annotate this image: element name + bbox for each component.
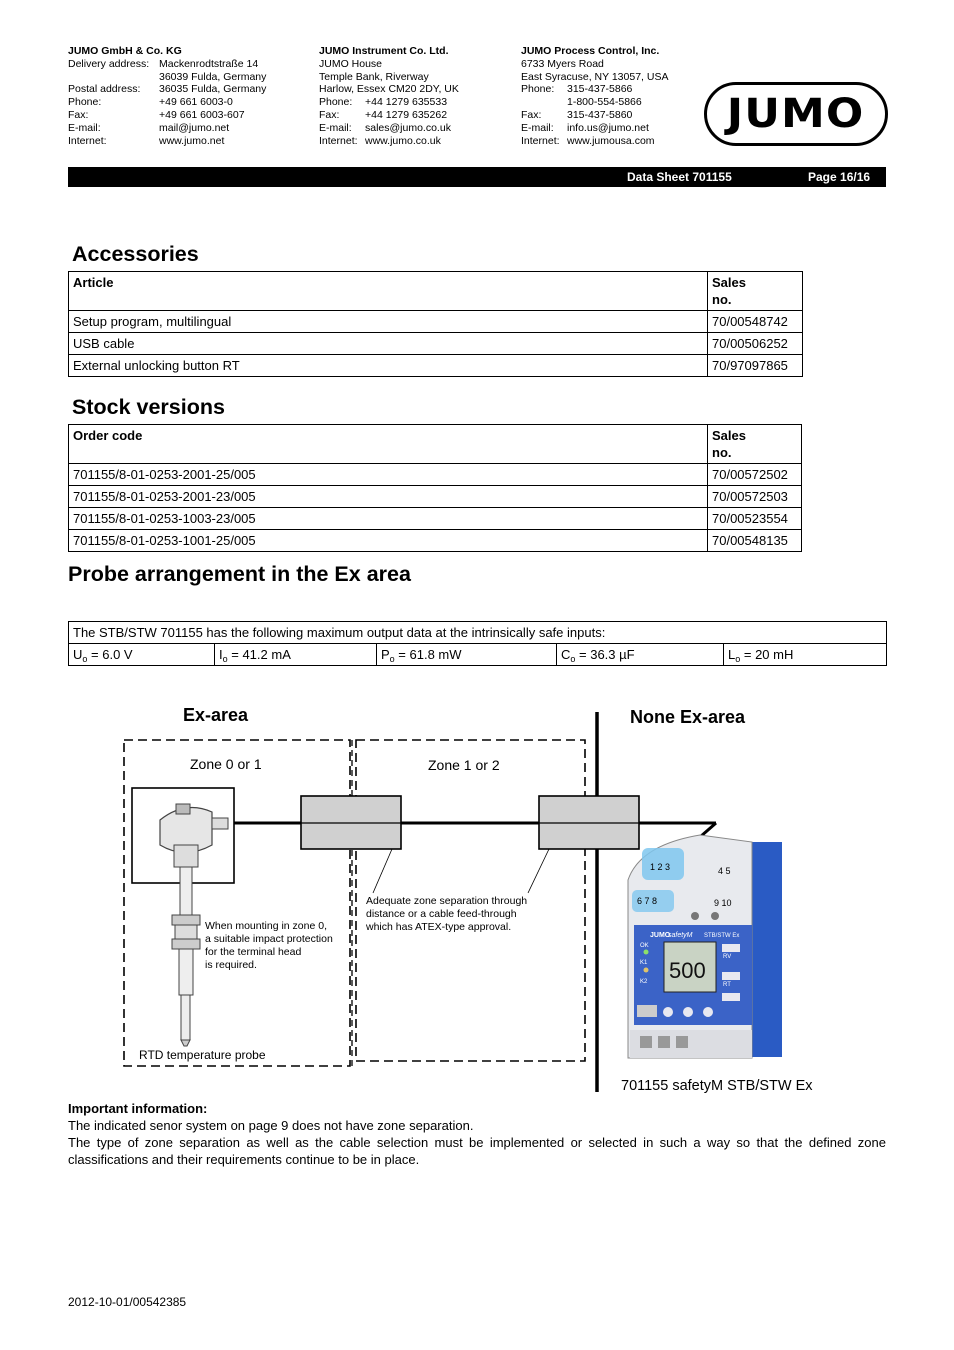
output-data-table [68, 621, 887, 666]
stock-table [68, 424, 802, 552]
important-heading: Important information: [68, 1101, 208, 1116]
zone-a-label: Zone 0 or 1 [190, 756, 262, 772]
addr-value: Mackenrodtstraße 14 [159, 57, 259, 70]
fax-value: +44 1279 635262 [365, 108, 448, 121]
stock-title: Stock versions [72, 395, 225, 419]
table-row [69, 644, 887, 666]
company-name: JUMO Process Control, Inc. [521, 45, 660, 57]
phone-value: +44 1279 635533 [365, 96, 448, 109]
svg-text:safetyM: safetyM [668, 932, 693, 939]
accessories-table [68, 271, 803, 377]
callout-line [373, 849, 392, 893]
addr-value: Harlow, Essex CM20 2DY, UK [319, 83, 459, 96]
company-jumo-usa [521, 45, 668, 147]
internet-label: Internet: [319, 134, 358, 147]
email-value: sales@jumo.co.uk [365, 121, 451, 134]
footer-doc-id: 2012-10-01/00542385 [68, 1295, 187, 1309]
param-lo: $L_o = 20$ mH [724, 644, 887, 666]
device-label: 701155 safetyM STB/STW Ex [621, 1078, 813, 1094]
table-row: 701155/8-01-0253-1001-25/005 70/00548135 [69, 530, 802, 552]
table-row: USB cable 70/00506252 [69, 333, 803, 355]
page-number: Page 16/16 [808, 170, 871, 184]
internet-label: Internet: [521, 134, 560, 147]
col-order-code: Order code [69, 425, 708, 464]
table-row: 701155/8-01-0253-2001-25/005 70/00572502 [69, 464, 802, 486]
addr-label: Delivery address: [68, 57, 150, 70]
probe-label: RTD temperature probe [139, 1048, 266, 1062]
ex-area-diagram [0, 695, 954, 1100]
svg-text:6 7 8: 6 7 8 [637, 896, 658, 906]
param-io: $I_o = 41.2$ mA [215, 644, 377, 666]
svg-text:1 2 3: 1 2 3 [650, 862, 671, 872]
param-co: $C_o = 36.3$ µF [557, 644, 724, 666]
company-name: JUMO GmbH & Co. KG [68, 45, 182, 57]
param-uo: $U_o = 6.0$ V [69, 644, 215, 666]
addr-label: Postal address: [68, 83, 141, 96]
important-information [68, 1100, 886, 1168]
probe-title: Probe arrangement in the Ex area [68, 562, 411, 586]
table-row [69, 622, 887, 644]
table-row: 701155/8-01-0253-2001-23/005 70/00572503 [69, 486, 802, 508]
device-701155-icon [628, 835, 782, 1058]
email-value: mail@jumo.net [159, 121, 230, 134]
accessories-title: Accessories [72, 242, 199, 266]
svg-text:STB/STW Ex: STB/STW Ex [704, 933, 740, 939]
col-sales-no: Sales no. [708, 272, 803, 311]
separation-note: Adequate zone separation through distance or a cable feed-through which has ATEX-type approval. [366, 895, 528, 933]
output-intro: The STB/STW 701155 has the following maximum output data at the intrinsically safe inputs: [69, 622, 887, 644]
addr-value: East Syracuse, NY 13057, USA [521, 70, 669, 83]
company-jumo-uk [319, 45, 459, 147]
fax-label: Fax: [521, 108, 542, 121]
phone-value: 1-800-554-5866 [567, 96, 642, 109]
important-line: The indicated senor system on page 9 does not have zone separation. [68, 1118, 474, 1133]
table-row: Setup program, multilingual 70/00548742 [69, 311, 803, 333]
phone-value: +49 661 6003-0 [159, 96, 233, 109]
fax-value: +49 661 6003-607 [159, 108, 245, 121]
important-line: The type of zone separation as well as the cable selection must be implemented or selected in such a way so that the defined zone classifications and their requirements continue to be in place. [68, 1135, 886, 1167]
phone-label: Phone: [68, 96, 102, 109]
col-article: Article [69, 272, 708, 311]
internet-label: Internet: [68, 134, 107, 147]
svg-text:OK K1 K2 RV: OK K1 K2 RV RT [640, 943, 732, 988]
svg-text:500: 500 [669, 958, 706, 983]
phone-value: 315-437-5866 [567, 83, 633, 96]
email-label: E-mail: [521, 121, 554, 134]
company-name: JUMO Instrument Co. Ltd. [319, 45, 449, 57]
addr-value: 6733 Myers Road [521, 57, 604, 70]
fax-value: 315-437-5860 [567, 108, 633, 121]
addr-value: 36035 Fulda, Germany [159, 83, 267, 96]
phone-label: Phone: [319, 96, 353, 109]
fax-label: Fax: [68, 108, 89, 121]
table-row: 701155/8-01-0253-1003-23/005 70/00523554 [69, 508, 802, 530]
internet-value: www.jumo.net [159, 134, 225, 147]
table-header-row [69, 425, 802, 464]
addr-value: Temple Bank, Riverway [319, 70, 429, 83]
ex-area-label: Ex-area [183, 705, 249, 725]
company-jumo-gmbh [68, 45, 266, 147]
jumo-logo [704, 82, 888, 146]
email-label: E-mail: [68, 121, 101, 134]
svg-text:JUMO: JUMO [650, 932, 671, 939]
email-value: info.us@jumo.net [567, 121, 649, 134]
addr-value: JUMO House [319, 57, 383, 70]
addr-value: 36039 Fulda, Germany [159, 70, 267, 83]
table-header-row [69, 272, 803, 311]
data-sheet-number: Data Sheet 701155 [627, 170, 732, 184]
header-bar [68, 167, 886, 187]
table-row: External unlocking button RT 70/97097865 [69, 355, 803, 377]
param-po: $P_o = 61.8$ mW [377, 644, 557, 666]
email-label: E-mail: [319, 121, 352, 134]
mount-note: When mounting in zone 0, a suitable impact protection for the terminal head is required. [205, 920, 333, 971]
callout-line [528, 849, 549, 893]
internet-value: www.jumo.co.uk [365, 134, 441, 147]
col-sales-no: Sales no. [708, 425, 802, 464]
zone-a-box [124, 740, 350, 1066]
none-ex-area-label: None Ex-area [630, 707, 746, 727]
logo-text: JUMO [727, 91, 865, 137]
svg-text:9 10: 9 10 [714, 898, 732, 908]
phone-label: Phone: [521, 83, 555, 96]
internet-value: www.jumousa.com [567, 134, 655, 147]
svg-text:4 5: 4 5 [718, 866, 731, 876]
zone-b-label: Zone 1 or 2 [428, 757, 500, 773]
fax-label: Fax: [319, 108, 340, 121]
